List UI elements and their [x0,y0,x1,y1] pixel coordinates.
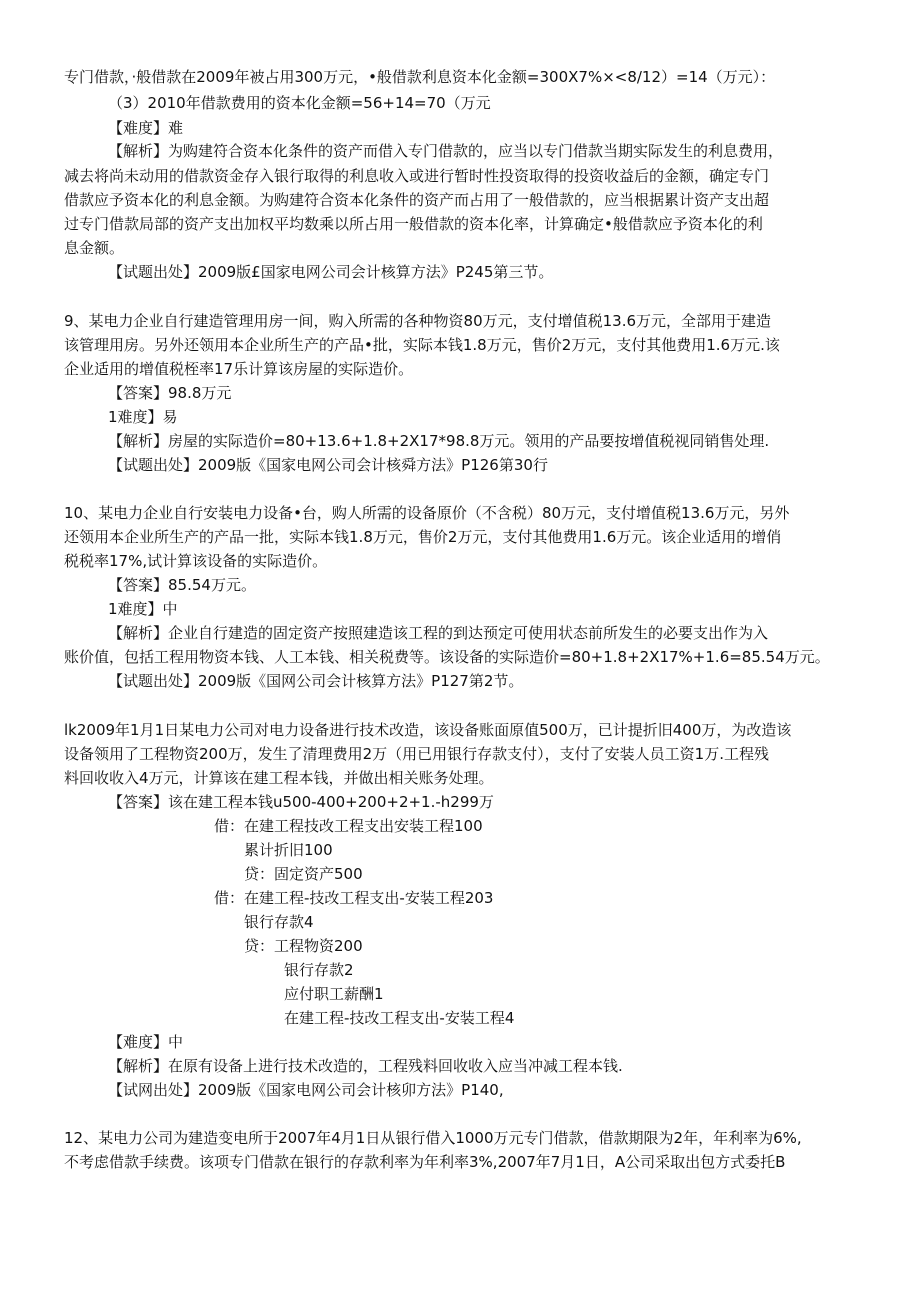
text-line: 设备领用了工程物资200万，发生了清理费用2万（用已用银行存款支付），支付了安装人员工资1万.工程残 [64,745,769,763]
journal-entry-line: 借：在建工程-技改工程支出-安装工程203 [214,889,494,907]
text-line: 【难度】中 [108,1033,184,1051]
text-line: 10、某电力企业自行安装电力设备•台，购人所需的设备原价（不含税）80万元，支付增值税13.6万元，另外 [64,504,790,522]
journal-entry-line: 贷：工程物资200 [244,937,363,955]
text-line: 【答案】98.8万元 [108,384,232,402]
text-line: 过专门借款局部的资产支出加权平均数乘以所占用一般借款的资本化率，计算确定•般借款应予资本化的利 [64,215,763,233]
text-line: 料回收收入4万元，计算该在建工程本钱，并做出相关账务处理。 [64,769,494,787]
text-line: 【试网出处】2009版《国家电网公司会计核卯方法》P140, [108,1081,504,1099]
text-line: 9、某电力企业自行建造管理用房一间，购入所需的各种物资80万元，支付增值税13.6万元，全部用于建造 [64,312,772,330]
text-line: 【解析】房屋的实际造价=80+13.6+1.8+2X17*98.8万元。领用的产品要按增值税视同销售处理. [108,432,770,450]
journal-entry-line: 银行存款2 [284,961,354,979]
text-line: 1难度】易 [108,408,178,426]
text-line: 减去将尚未动用的借款资金存入银行取得的利息收入或进行暂时性投资取得的投资收益后的金额，确定专门 [64,167,770,185]
text-line: lk2009年1月1日某电力公司对电力设备进行技术改造，该设备账面原值500万，已计提折旧400万，为改造该 [64,721,792,739]
text-line: 税税率17%,试计算该设备的实际造价。 [64,552,328,570]
text-line: 【解析】为购建符合资本化条件的资产而借入专门借款的，应当以专门借款当期实际发生的利息费用， [108,142,784,160]
journal-entry-line: 银行存款4 [244,913,314,931]
journal-entry-line: 在建工程-技改工程支出-安装工程4 [284,1009,515,1027]
text-line: 12、某电力公司为建造变电所于2007年4月1日从银行借入1000万元专门借款，借款期限为2年，年利率为6%, [64,1129,802,1147]
text-line: 账价值，包括工程用物资本钱、人工本钱、相关税费等。该设备的实际造价=80+1.8+2X17%+1.6=85.54万元。 [64,648,830,666]
text-line: 【试题出处】2009版《国家电网公司会计核舜方法》P126第30行 [108,456,548,474]
text-line: 企业适用的增值税桎率17乐计算该房屋的实际造价。 [64,360,414,378]
text-line: 该管理用房。另外还领用本企业所生产的产品•批，实际本钱1.8万元，售价2万元，支付其他费用1.6万元.该 [64,336,780,354]
text-line: 专门借款，·般借款在2009年被占用300万元，•般借款利息资本化金额=300X7%×<8/12）=14（万元）： [64,68,776,86]
text-line: 【解析】企业自行建造的固定资产按照建造该工程的到达预定可使用状态前所发生的必要支出作为入 [108,624,769,642]
text-line: （3）2010年借款费用的资本化金额=56+14=70（万元 [108,94,491,112]
text-line: 借款应予资本化的利息金额。为购建符合资本化条件的资产而占用了一般借款的，应当根据累计资产支出超 [64,191,770,209]
text-line: 【解析】在原有设备上进行技术改造的，工程残料回收收入应当冲减工程本钱. [108,1057,623,1075]
text-line: 【答案】85.54万元。 [108,576,256,594]
text-line: 还领用本企业所生产的产品一批，实际本钱1.8万元，售价2万元，支付其他费用1.6万元。该企业适用的增俏 [64,528,782,546]
journal-entry-line: 借：在建工程技改工程支出安装工程100 [214,817,483,835]
text-line: 息金额。 [64,239,125,257]
journal-entry-line: 应付职工薪酬1 [284,985,384,1003]
text-line: 【试题出处】2009版《国网公司会计核算方法》P127第2节。 [108,672,524,690]
journal-entry-line: 贷：固定资产500 [244,865,363,883]
text-line: 【试题出处】2009版£国家电网公司会计核算方法》P245第三节。 [108,263,554,281]
text-line: 【答案】该在建工程本钱u500-400+200+2+1.-h299万 [108,793,494,811]
text-line: 不考虑借款手续费。该项专门借款在银行的存款利率为年利率3%,2007年7月1日，A公司采取出包方式委托B [64,1153,786,1171]
journal-entry-line: 累计折旧100 [244,841,333,859]
text-line: 【难度】难 [108,119,184,137]
text-line: 1难度】中 [108,600,178,618]
